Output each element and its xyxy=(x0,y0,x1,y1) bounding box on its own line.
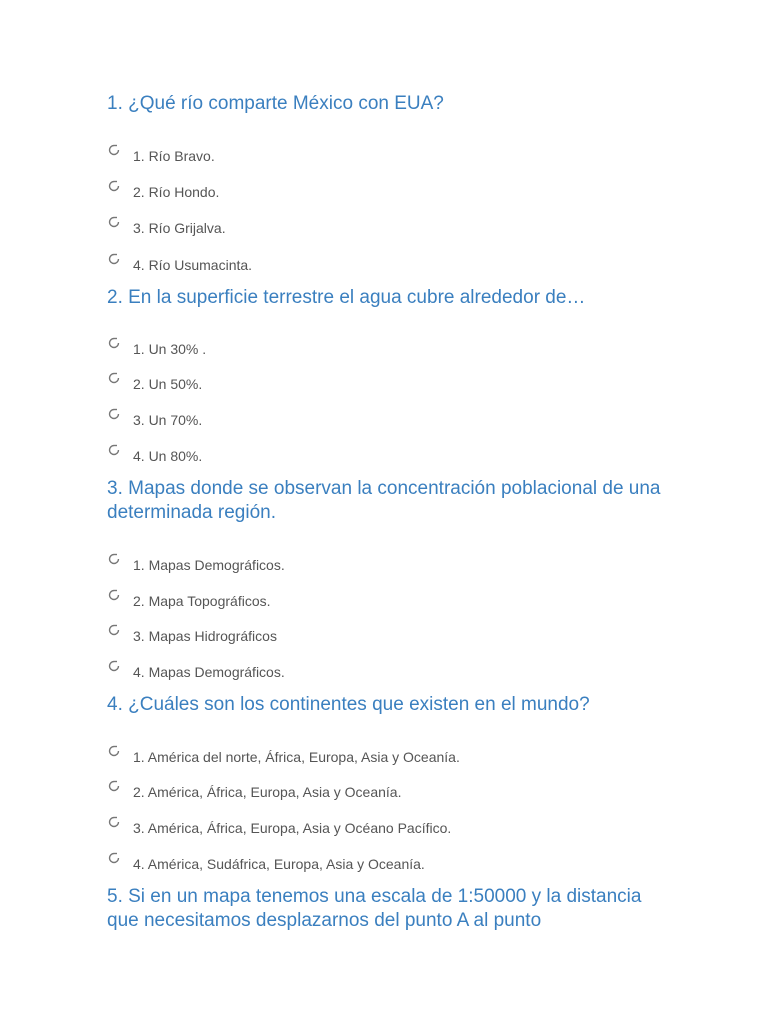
q2-option-3-label: 3. Un 70%. xyxy=(133,412,203,428)
q2-option-4-label: 4. Un 80%. xyxy=(133,448,203,464)
q3-option-4-label: 4. Mapas Demográficos. xyxy=(133,664,285,680)
q1-option-4-label: 4. Río Usumacinta. xyxy=(133,257,253,273)
q4-option-4[interactable] xyxy=(107,853,425,875)
radio-button-icon[interactable] xyxy=(107,623,121,637)
radio-button-icon[interactable] xyxy=(107,588,121,602)
q1-option-1[interactable] xyxy=(107,145,215,167)
radio-button-icon[interactable] xyxy=(107,143,121,157)
q4-option-3[interactable] xyxy=(107,817,451,839)
q4-option-2[interactable] xyxy=(107,781,401,803)
radio-button-icon[interactable] xyxy=(107,779,121,793)
q1-option-3-label: 3. Río Grijalva. xyxy=(133,220,226,236)
q4-option-2-label: 2. América, África, Europa, Asia y Oceanía. xyxy=(133,784,402,800)
q2-option-1[interactable] xyxy=(107,338,206,360)
q3-option-3-label: 3. Mapas Hidrográficos xyxy=(133,628,277,644)
radio-button-icon[interactable] xyxy=(107,252,121,266)
q3-option-4[interactable] xyxy=(107,661,285,683)
q1-option-3[interactable] xyxy=(107,217,226,239)
q3-option-2-label: 2. Mapa Topográficos. xyxy=(133,593,271,609)
q2-option-4[interactable] xyxy=(107,445,202,467)
q2-option-3[interactable] xyxy=(107,409,202,431)
q2-option-2[interactable] xyxy=(107,373,202,395)
radio-button-icon[interactable] xyxy=(107,552,121,566)
radio-button-icon[interactable] xyxy=(107,179,121,193)
q4-option-1[interactable] xyxy=(107,746,460,768)
q3-option-1-label: 1. Mapas Demográficos. xyxy=(133,557,285,573)
question-1-text: 1. ¿Qué río comparte México con EUA? xyxy=(107,93,444,114)
radio-button-icon[interactable] xyxy=(107,851,121,865)
question-5-text: 5. Si en un mapa tenemos una escala de 1:50000 y la distancia que necesitamos desplazarnos del punto A al punto xyxy=(107,886,642,931)
q1-option-2[interactable] xyxy=(107,181,219,203)
question-2-text: 2. En la superficie terrestre el agua cubre alrededor de… xyxy=(107,287,586,308)
radio-button-icon[interactable] xyxy=(107,371,121,385)
q3-option-1[interactable] xyxy=(107,554,285,576)
q2-option-2-label: 2. Un 50%. xyxy=(133,376,203,392)
question-4-text: 4. ¿Cuáles son los continentes que existen en el mundo? xyxy=(107,694,590,715)
radio-button-icon[interactable] xyxy=(107,443,121,457)
radio-button-icon[interactable] xyxy=(107,215,121,229)
q4-option-1-label: 1. América del norte, África, Europa, Asia y Oceanía. xyxy=(133,749,460,765)
radio-button-icon[interactable] xyxy=(107,407,121,421)
radio-button-icon[interactable] xyxy=(107,744,121,758)
q3-option-2[interactable] xyxy=(107,590,271,612)
q2-option-1-label: 1. Un 30% . xyxy=(133,341,207,357)
q1-option-4[interactable] xyxy=(107,254,252,276)
q4-option-4-label: 4. América, Sudáfrica, Europa, Asia y Oceanía. xyxy=(133,856,425,872)
question-3-text: 3. Mapas donde se observan la concentración poblacional de una determinada región. xyxy=(107,478,661,523)
radio-button-icon[interactable] xyxy=(107,815,121,829)
q4-option-3-label: 3. América, África, Europa, Asia y Océano Pacífico. xyxy=(133,820,452,836)
radio-button-icon[interactable] xyxy=(107,336,121,350)
q1-option-2-label: 2. Río Hondo. xyxy=(133,184,220,200)
q1-option-1-label: 1. Río Bravo. xyxy=(133,148,215,164)
q3-option-3[interactable] xyxy=(107,625,277,647)
radio-button-icon[interactable] xyxy=(107,659,121,673)
